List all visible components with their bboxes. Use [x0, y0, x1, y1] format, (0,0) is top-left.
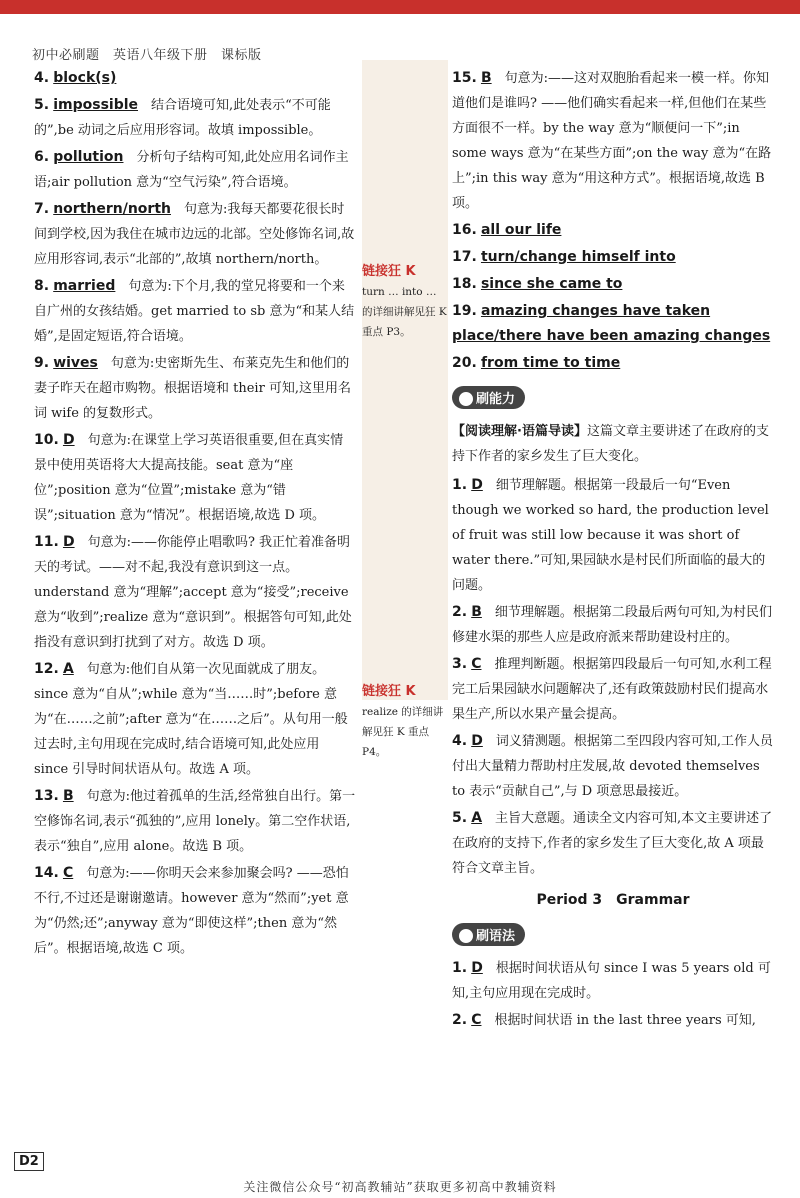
item-answer: all our life: [480, 222, 562, 238]
answer-item: [452, 272, 774, 297]
item-number: 5.: [34, 97, 50, 113]
item-number: 16.: [452, 222, 477, 238]
guide-label: 【阅读理解·语篇导读】: [452, 424, 587, 439]
page-number: D2: [14, 1152, 44, 1171]
item-number: 4.: [34, 70, 50, 86]
item-number: 15.: [452, 70, 477, 86]
item-explanation: 推理判断题。根据第四段最后一句可知,水利工程完工后果园缺水问题解决了,还有政策鼓励村民们提高水果生产,所以水果产量会提高。: [452, 657, 772, 722]
item-number: 1.: [452, 477, 468, 493]
item-answer: amazing changes have taken place/there have been amazing changes: [452, 303, 771, 344]
item-answer: C: [471, 656, 482, 672]
item-number: 1.: [452, 960, 468, 976]
item-answer: from time to time: [480, 355, 621, 371]
item-answer: turn/change himself into: [480, 249, 676, 265]
item-explanation: 句意为:——你明天会来参加聚会吗? ——恐怕不行,不过还是谢谢邀请。however 意为“然而”;yet 意为“仍然;还”;anyway 意为“即使这样”;then 意为“然后”。根据语境,故选 C 项。: [34, 866, 349, 956]
item-number: 6.: [34, 149, 50, 165]
item-answer: block(s): [53, 70, 117, 86]
left-column: [34, 66, 356, 963]
margin-note-2: [362, 682, 448, 762]
answer-item: [452, 299, 774, 349]
item-answer: D: [62, 432, 75, 448]
answer-item: [452, 652, 774, 727]
answer-item: [452, 956, 774, 1006]
item-number: 18.: [452, 276, 477, 292]
right-column: [452, 66, 774, 1035]
answer-item: [452, 218, 774, 243]
item-explanation: 细节理解题。根据第一段最后一句“Even though we worked so hard, the production level of fruit was still low because it was short of water there.”可知,果园缺水是村民们所面临的最大的问题。: [452, 478, 769, 593]
answer-item: [452, 66, 774, 216]
item-explanation: 词义猜测题。根据第二至四段内容可知,工作人员付出大量精力帮助村庄发展,故 devoted themselves to 表示“贡献自己”,与 D 项意思最接近。: [452, 734, 773, 799]
answer-item: [34, 657, 356, 782]
item-number: 10.: [34, 432, 59, 448]
item-answer: B: [480, 70, 492, 86]
item-answer: B: [471, 604, 482, 620]
answer-item: [34, 197, 356, 272]
item-number: 20.: [452, 355, 477, 371]
item-explanation: 句意为:他过着孤单的生活,经常独自出行。第一空修饰名词,表示“孤独的”,应用 lonely。第二空作状语,表示“独自”,应用 alone。故选 B 项。: [34, 789, 356, 854]
answer-item: [34, 66, 356, 91]
item-explanation: 句意为:——这对双胞胎看起来一模一样。你知道他们是谁吗? ——他们确实看起来一样,但他们在某些方面很不一样。by the way 意为“顺便问一下”;in some ways 意为“在某些方面”;on the way 意为“在路上”;in this way 意为“用这种方式”。根据语境,故选 B 项。: [452, 71, 772, 211]
page-header: 初中必刷题 英语八年级下册 课标版: [32, 48, 262, 63]
answer-item: [34, 530, 356, 655]
item-explanation: 句意为:下个月,我的堂兄将要和一个来自广州的女孩结婚。get married to sb 意为“和某人结婚”,是固定短语,符合语境。: [34, 279, 355, 344]
page-footer: 关注微信公众号“初高教辅站”获取更多初高中教辅资料: [243, 1180, 557, 1194]
item-number: 11.: [34, 534, 59, 550]
item-number: 14.: [34, 865, 59, 881]
answer-item: [452, 245, 774, 270]
answer-item: [452, 600, 774, 650]
item-explanation: 根据时间状语 in the last three years 可知,: [481, 1013, 756, 1028]
answer-item: [34, 428, 356, 528]
section-label-grammar: 刷语法: [452, 923, 525, 946]
item-answer: A: [471, 810, 483, 826]
link-desc: realize 的详细讲解见狂 K 重点 P4。: [362, 706, 444, 758]
link-tag: 链接狂 K: [362, 684, 416, 699]
reading-guide: [452, 419, 774, 469]
item-answer: northern/north: [53, 201, 171, 217]
answer-item: [452, 1008, 774, 1033]
answer-item: [34, 93, 356, 143]
item-explanation: 细节理解题。根据第二段最后两句可知,为村民们修建水渠的那些人应是政府派来帮助建设村庄的。: [452, 605, 773, 645]
answer-item: [452, 351, 774, 376]
item-explanation: 句意为:——你能停止唱歌吗? 我正忙着准备明天的考试。——对不起,我没有意识到这一点。understand 意为“理解”;accept 意为“接受”;receive 意为“收到”;realize 意为“意识到”。根据答句可知,此处指没有意识到打扰到了对方。故选 D 项。: [34, 535, 352, 650]
item-answer: impossible: [53, 97, 139, 113]
item-number: 7.: [34, 201, 50, 217]
answer-item: [34, 784, 356, 859]
item-explanation: 句意为:在课堂上学习英语很重要,但在真实情景中使用英语将大大提高技能。seat 意为“座位”;position 意为“位置”;mistake 意为“错误”;situation 意为“情况”。根据语境,故选 D 项。: [34, 433, 344, 523]
item-answer: pollution: [53, 149, 124, 165]
item-answer: D: [471, 960, 483, 976]
margin-note-1: [362, 262, 448, 342]
answer-item: [452, 473, 774, 598]
item-answer: D: [62, 534, 75, 550]
item-answer: B: [62, 788, 74, 804]
item-answer: D: [471, 733, 483, 749]
item-number: 2.: [452, 1012, 468, 1028]
item-answer: A: [62, 661, 74, 677]
answer-item: [34, 861, 356, 961]
section-label-ability: 刷能力: [452, 386, 525, 409]
item-number: 9.: [34, 355, 50, 371]
item-explanation: 句意为:我每天都要花很长时间到学校,因为我住在城市边远的北部。空处修饰名词,故应用形容词,表示“北部的”,故填 northern/north。: [34, 202, 355, 267]
link-tag: 链接狂 K: [362, 264, 416, 279]
item-answer: D: [471, 477, 483, 493]
item-answer: C: [62, 865, 74, 881]
item-explanation: 分析句子结构可知,此处应用名词作主语;air pollution 意为“空气污染”,符合语境。: [34, 150, 349, 190]
item-answer: wives: [53, 355, 98, 371]
item-number: 3.: [452, 656, 468, 672]
item-number: 17.: [452, 249, 477, 265]
item-number: 13.: [34, 788, 59, 804]
item-explanation: 句意为:他们自从第一次见面就成了朋友。since 意为“自从”;while 意为“当……时”;before 意为“在……之前”;after 意为“在……之后”。从句用一般过去时,主句用现在完成时,结合语境可知,此处应用 since 引导时间状语从句。故选 A 项。: [34, 662, 348, 777]
right-items-top: [452, 66, 774, 376]
item-explanation: 主旨大意题。通读全文内容可知,本文主要讲述了在政府的支持下,作者的家乡发生了巨大变化,故 A 项最符合文章主旨。: [452, 811, 773, 876]
margin-note-strip: [362, 60, 448, 700]
item-number: 5.: [452, 810, 468, 826]
item-number: 4.: [452, 733, 468, 749]
period-title: Period 3 Grammar: [536, 892, 690, 908]
answer-item: [34, 145, 356, 195]
item-number: 8.: [34, 278, 50, 294]
answer-item: [452, 729, 774, 804]
item-number: 19.: [452, 303, 477, 319]
item-answer: since she came to: [480, 276, 623, 292]
item-answer: married: [53, 278, 116, 294]
answer-item: [34, 274, 356, 349]
item-explanation: 结合语境可知,此处表示“不可能的”,be 动词之后应用形容词。故填 impossible。: [34, 98, 331, 138]
item-explanation: 句意为:史密斯先生、布莱克先生和他们的妻子昨天在超市购物。根据语境和 their 可知,这里用名词 wife 的复数形式。: [34, 356, 352, 421]
item-number: 2.: [452, 604, 468, 620]
item-explanation: 根据时间状语从句 since I was 5 years old 可知,主句应用现在完成时。: [452, 961, 771, 1001]
guide-text: 这篇文章主要讲述了在政府的支持下作者的家乡发生了巨大变化。: [452, 424, 769, 464]
item-answer: C: [471, 1012, 482, 1028]
answer-item: [452, 806, 774, 881]
link-desc: turn … into … 的详细讲解见狂 K 重点 P3。: [362, 286, 447, 338]
top-color-bar: [0, 0, 800, 14]
right-items-mid: [452, 473, 774, 881]
item-number: 12.: [34, 661, 59, 677]
answer-item: [34, 351, 356, 426]
right-items-bottom: [452, 956, 774, 1033]
